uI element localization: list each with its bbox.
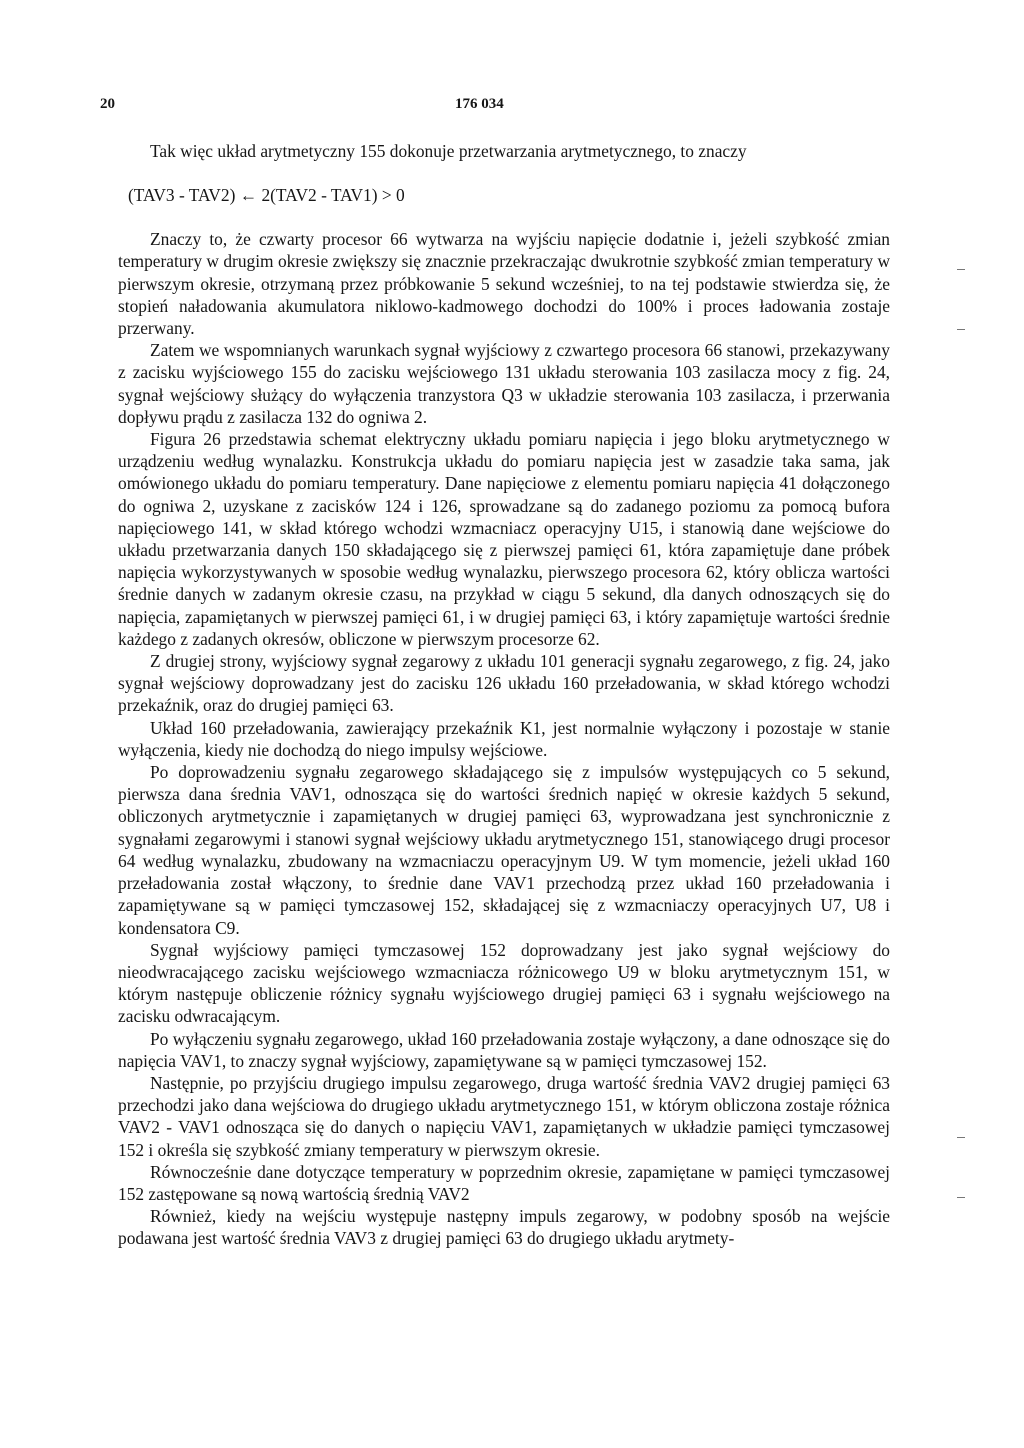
document-number: 176 034 — [455, 96, 504, 112]
paragraph: Zatem we wspomnianych warunkach sygnał wyjściowy z czwartego procesora 66 stanowi, przekazywany z zacisku wyjściowego 155 do zacisku wejściowego 131 układu sterowania 103 zasilacza mocy z fig. 24, sygnał wejściowy służący do wyłączenia tranzystora Q3 w układzie sterowania 103 zasilacza, i przerwania dopływu prądu z zasilacza 132 do ogniwa 2. — [118, 340, 890, 427]
paragraph: Następnie, po przyjściu drugiego impulsu zegarowego, druga wartość średnia VAV2 drugiej pamięci 63 przechodzi jako dana wejściowa do drugiego układu arytmetycznego 151, w którym obliczona zostaje różnica VAV2 - VAV1 odnosząca się do danych o napięciu VAV1, zapamiętanych w układzie pamięci tymczasowej 152 i określa się szybkość zmiany temperatury w pierwszym okresie. — [118, 1072, 890, 1160]
text-body — [118, 140, 890, 1250]
margin-mark — [957, 1137, 965, 1138]
paragraph: Również, kiedy na wejściu występuje następny impuls zegarowy, w podobny sposób na wejście podawana jest wartość średnia VAV3 z drugiej pamięci 63 do drugiego układu arytmety- — [118, 1206, 890, 1249]
margin-mark — [957, 1197, 965, 1198]
paragraph: Układ 160 przeładowania, zawierający przekaźnik K1, jest normalnie wyłączony i pozostaje w stanie wyłączenia, kiedy nie dochodzą do niego impulsy wejściowe. — [118, 717, 890, 760]
paragraph: Sygnał wyjściowy pamięci tymczasowej 152 doprowadzany jest jako sygnał wejściowy do nieodwracającego zacisku wejściowego wzmacniacza różnicowego U9 w bloku arytmetycznym 151, w którym następuje obliczenie różnicy sygnału wyjściowego drugiej pamięci 63 i sygnału wejściowego na zacisku odwracającym. — [118, 939, 890, 1027]
formula: (TAV3 - TAV2) ← 2(TAV2 - TAV1) > 0 — [128, 185, 405, 206]
paragraph: Po doprowadzeniu sygnału zegarowego składającego się z impulsów występujących co 5 sekund, pierwsza dana średnia VAV1, odnosząca się do wartości średnich napięć w okresie każdych 5 sekund, obliczonych arytmetycznie i zapamiętanych w drugiej pamięci 63, wyprowadzana jest synchronicznie z sygnałami zegarowymi i stanowi sygnał wejściowy układu arytmetycznego 151, stanowiącego drugi procesor 64 według wynalazku, zbudowany na wzmacniaczu operacyjnym U9. W tym momencie, jeżeli układ 160 przeładowania został włączony, to średnie dane VAV1 przechodzą przez układ 160 przeładowania i zapamiętywane są w pamięci tymczasowej 152, składającej się z wzmacniaczy operacyjnych U7, U8 i kondensatora C9. — [118, 762, 890, 938]
margin-mark — [957, 269, 965, 270]
paragraph: Po wyłączeniu sygnału zegarowego, układ 160 przeładowania zostaje wyłączony, a dane odnoszące się do napięcia VAV1, to znaczy sygnał wyjściowy, zapamiętywane są w pamięci tymczasowej 152. — [118, 1028, 890, 1071]
page-header — [100, 96, 920, 118]
paragraph: Figura 26 przedstawia schemat elektryczny układu pomiaru napięcia i jego bloku arytmetycznego w urządzeniu według wynalazku. Konstrukcja układu do pomiaru napięcia jest w zasadzie taka sama, jak omówionego układu do pomiaru temperatury. Dane napięciowe z elementu pomiaru napięcia 41 dołączonego do ogniwa 2, uzyskane z zacisków 124 i 126, sprowadzane są do zadanego poziomu za pomocą bufora napięciowego 141, w skład którego wchodzi wzmacniacz operacyjny U15, i stanowią dane wejściowe do układu przetwarzania danych 150 składającego się z pierwszej pamięci 61, która zapamiętuje dane próbek napięcia wykorzystywanych w sposobie według wynalazku, pierwszego procesora 62, który oblicza wartości średnie danych w zadanym okresie czasu, na przykład w ciągu 5 sekund, dla danych odnoszących się do napięcia, zapamiętanych w pierwszej pamięci 61, i w drugiej pamięci 63, i który zapamiętuje wartości średnie każdego z zadanych okresów, obliczone w pierwszym procesorze 62. — [118, 429, 890, 649]
intro-paragraph: Tak więc układ arytmetyczny 155 dokonuje przetwarzania arytmetycznego, to znaczy — [150, 141, 747, 161]
paragraph: Z drugiej strony, wyjściowy sygnał zegarowy z układu 101 generacji sygnału zegarowego, z fig. 24, jako sygnał wejściowy doprowadzany jest do zacisku 126 układu 160 przeładowania, w skład którego wchodzi przekaźnik, oraz do drugiej pamięci 63. — [118, 651, 890, 716]
page-number: 20 — [100, 96, 115, 112]
margin-mark — [957, 329, 965, 330]
paragraph: Znaczy to, że czwarty procesor 66 wytwarza na wyjściu napięcie dodatnie i, jeżeli szybkość zmian temperatury w drugim okresie zwiększy się znacznie przekraczając dwukrotnie szybkość zmian temperatury w pierwszym okresie, otrzymaną przez próbkowanie 5 sekund wcześniej, to na tej podstawie stwierdza się, że stopień naładowania akumulatora niklowo-kadmowego dochodzi do 100% i proces ładowania zostaje przerwany. — [118, 229, 890, 339]
paragraph: Równocześnie dane dotyczące temperatury w poprzednim okresie, zapamiętane w pamięci tymczasowej 152 zastępowane są nową wartością średnią VAV2 — [118, 1161, 890, 1204]
